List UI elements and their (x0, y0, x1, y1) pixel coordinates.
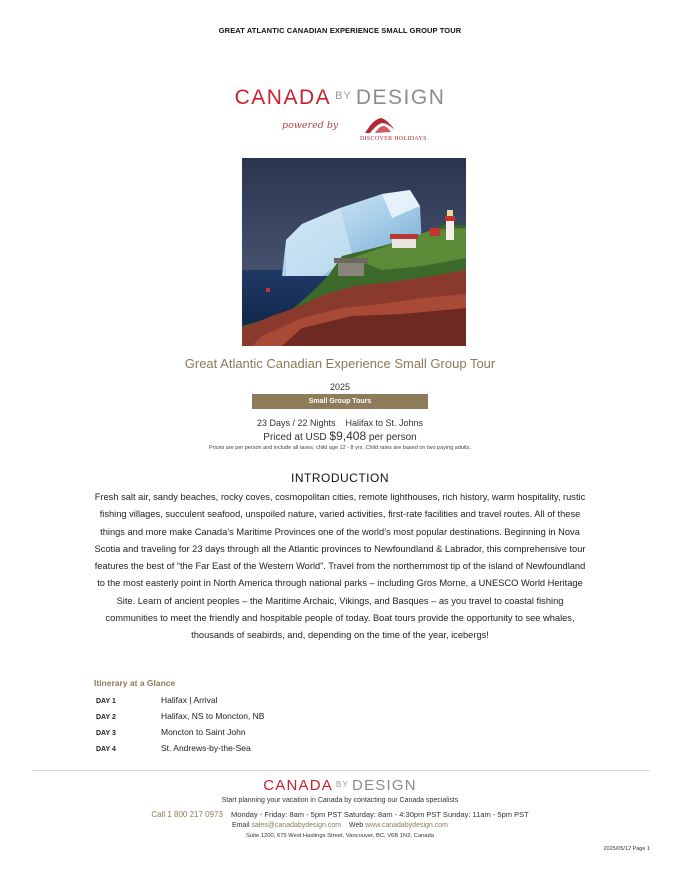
tour-price-line (0, 429, 680, 443)
document-header-title: GREAT ATLANTIC CANADIAN EXPERIENCE SMALL GROUP TOUR (218, 26, 462, 35)
footer-phone-link[interactable]: Call 1 800 217 0973 (151, 810, 223, 819)
footer-hours: Monday - Friday: 8am - 5pm PST Saturday: 8am - 4:30pm PST Sunday: 11am - 5pm PST (231, 810, 529, 819)
itinerary-row (96, 711, 264, 721)
price-prefix: Priced at USD (263, 432, 327, 443)
itinerary-heading: Itinerary at a Glance (94, 678, 176, 688)
footer-web-link[interactable]: www.canadabydesign.com (365, 822, 448, 829)
footer-logo (0, 776, 680, 795)
tour-route: Halifax to St. Johns (345, 418, 424, 428)
footer-plan-text: Start planning your vacation in Canada by contacting our Canada specialists (221, 797, 459, 804)
itinerary-row (96, 727, 246, 737)
powered-by-logo (282, 114, 427, 148)
footer-web-label: Web (348, 822, 364, 829)
mountain-icon (364, 116, 396, 134)
footer-email-web (0, 822, 680, 829)
page-number: 2025/05/12 Page 1 (603, 846, 650, 852)
iceberg-lighthouse-image (242, 158, 466, 346)
tour-title: Great Atlantic Canadian Experience Small Group Tour (184, 356, 496, 371)
logo-by: BY (335, 90, 352, 102)
canada-by-design-logo (0, 84, 680, 110)
footer-divider (32, 770, 650, 771)
powered-by-brand: DISCOVER HOLIDAYS (360, 136, 427, 142)
itinerary-place: Halifax, NS to Moncton, NB (161, 711, 265, 721)
itinerary-place: St. Andrews-by-the-Sea (161, 743, 251, 753)
tour-price: $9,408 (329, 429, 367, 443)
price-suffix: per person (368, 432, 417, 443)
footer-logo-by: BY (335, 780, 350, 789)
footer-email-link[interactable]: sales@canadabydesign.com (251, 822, 342, 829)
introduction-heading: INTRODUCTION (291, 471, 389, 485)
itinerary-day: DAY 2 (96, 714, 116, 721)
powered-by-text: powered by (282, 120, 339, 131)
tour-duration-route (0, 418, 680, 428)
logo-design: DESIGN (355, 86, 446, 109)
tour-duration: 23 Days / 22 Nights (256, 418, 336, 428)
logo-canada: CANADA (234, 86, 332, 109)
tour-category-badge: Small Group Tours (252, 394, 428, 409)
tour-year: 2025 (329, 382, 351, 392)
itinerary-day: DAY 3 (96, 730, 116, 737)
introduction-body: Fresh salt air, sandy beaches, rocky coves, cosmopolitan cities, remote lighthouses, rich history, warm hospitality, rustic fishing villages, succulent seafood, unspoiled nature, varied activities, first-rate facilities and travel routes. All of these things and more make Canada’s Maritime Provinces one of the world’s most popular destinations. Beginning in Nova Scotia and traveling for 23 days through all the Atlantic provinces to Newfoundland & Labrador, this comprehensive tour features the best of “the Far East of the Western World”. Travel from the northernmost tip of the island of Newfoundland to the most easterly point in North America through national parks – including Gros Morne, a UNESCO World Heritage Site. Learn of ancient peoples – the Maritime Archaic, Vikings, and Basques – as you travel to coastal fishing communities to meet the friendly and hospitable people of today. Boat tours provide the opportunity to see whales, thousands of seabirds, and, depending on the time of the year, icebergs! (94, 492, 586, 641)
price-fine-print: Prices are per person and include all taxes, child age 12 - 8 yrs. Child rates are based on two paying adults. (208, 445, 471, 451)
itinerary-row (96, 695, 218, 705)
itinerary-row (96, 743, 251, 753)
itinerary-day: DAY 1 (96, 698, 116, 705)
footer-logo-design: DESIGN (352, 777, 417, 794)
footer-email-label: Email (232, 822, 250, 829)
itinerary-place: Moncton to Saint John (161, 727, 246, 737)
footer-contact-hours (0, 810, 680, 819)
itinerary-place: Halifax | Arrival (161, 695, 218, 705)
footer-address: Suite 1200, 675 West Hastings Street, Vancouver, BC, V6B 1N2, Canada (246, 833, 434, 839)
footer-logo-canada: CANADA (263, 777, 333, 794)
tour-photo (242, 158, 466, 346)
itinerary-day: DAY 4 (96, 746, 116, 753)
